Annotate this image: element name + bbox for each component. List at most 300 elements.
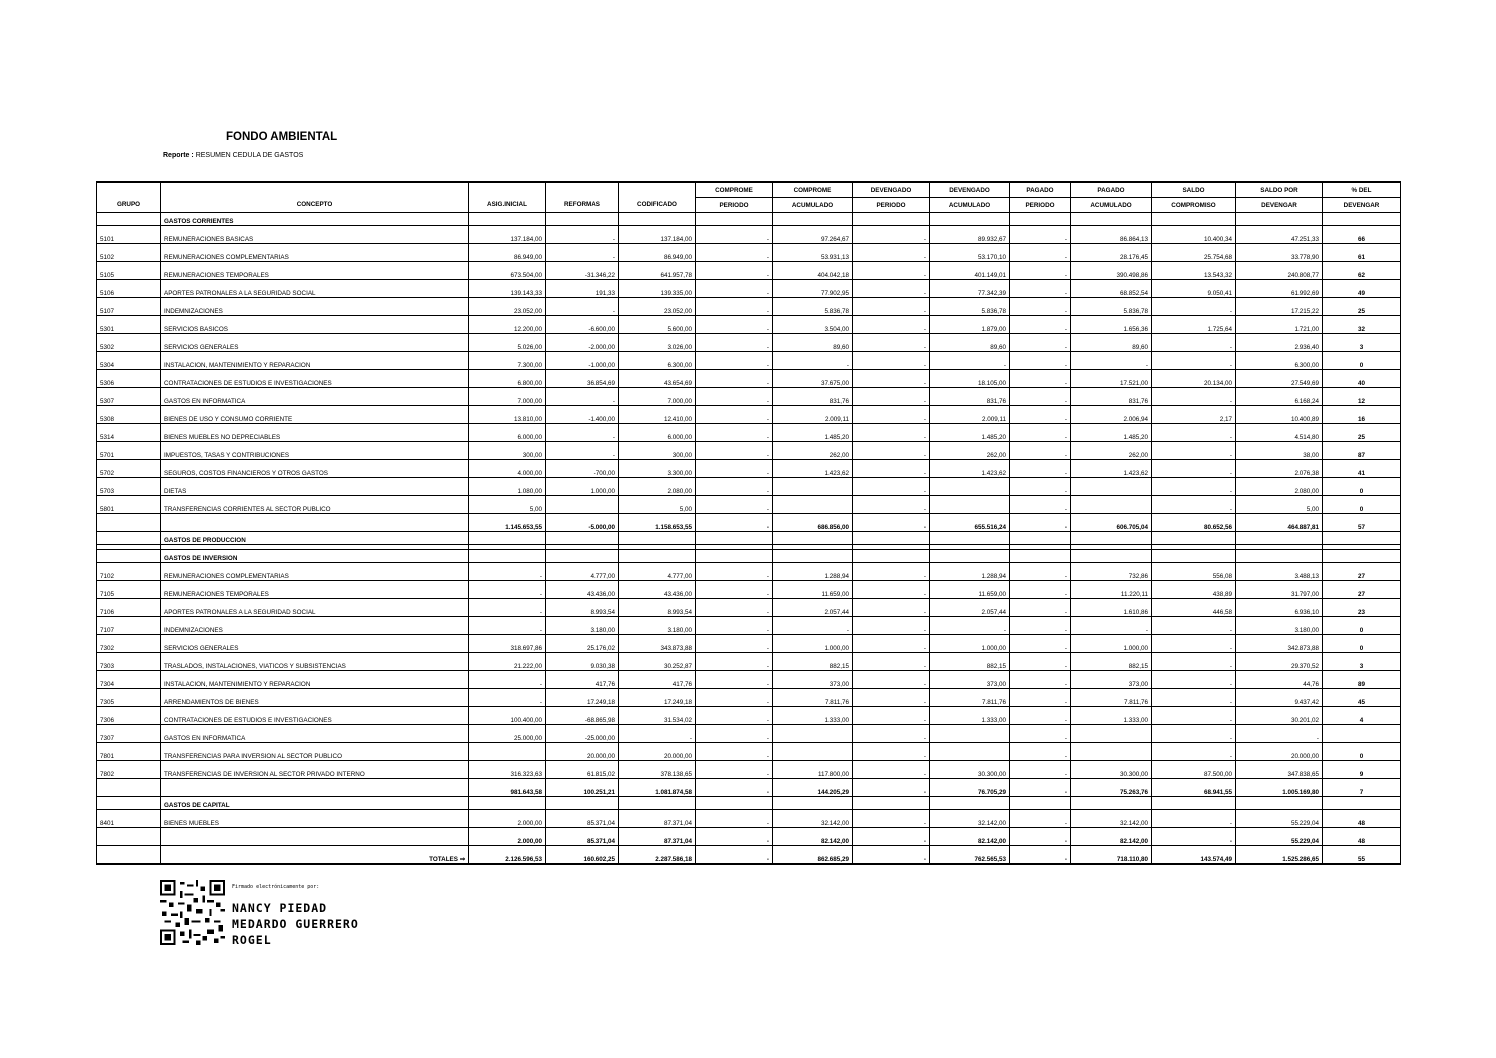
cell-saldo-compromiso: 446,58 [1152, 599, 1236, 617]
cell-pct-devengar: 48 [1323, 810, 1401, 828]
cell-asig-inicial: 4.000,00 [469, 460, 546, 478]
cell-dev-periodo: - [853, 635, 930, 653]
cell-asig-inicial: 673.504,00 [469, 262, 546, 280]
cell-pag-acumulado: 882,15 [1071, 653, 1152, 671]
cell-saldo-devengar: 20.000,00 [1236, 743, 1323, 761]
cell-concepto [161, 828, 469, 846]
cell-grupo: 5703 [97, 478, 161, 496]
cell-asig-inicial: 7.000,00 [469, 388, 546, 406]
signer-name [232, 900, 359, 948]
cell-pag-acumulado: 2.006,94 [1071, 406, 1152, 424]
cell-concepto: BIENES DE USO Y CONSUMO CORRIENTE [161, 406, 469, 424]
cell-dev-periodo: - [853, 725, 930, 743]
cell-saldo-devengar: 6.168,24 [1236, 388, 1323, 406]
cell-dev-periodo: - [853, 653, 930, 671]
cell-concepto: REMUNERACIONES TEMPORALES [161, 262, 469, 280]
cell-pag-periodo: - [1010, 280, 1071, 298]
cell-grupo [97, 779, 161, 797]
cell-comp-acumulado: 862.685,29 [773, 846, 853, 865]
cell-pag-acumulado: 30.300,00 [1071, 761, 1152, 779]
cell-grupo: 7302 [97, 635, 161, 653]
subtotal-row [97, 828, 1401, 846]
cell-pag-periodo: - [1010, 424, 1071, 442]
signer-name-line-3: ROGEL [232, 933, 272, 947]
cell-saldo-devengar: 44,76 [1236, 671, 1323, 689]
cell-comp-periodo: - [696, 779, 773, 797]
signer-name-line-1: NANCY PIEDAD [232, 901, 328, 915]
cell-comp-acumulado: 2.057,44 [773, 599, 853, 617]
table-row [97, 442, 1401, 460]
cell-codificado: 43.436,00 [619, 581, 696, 599]
cell-dev-periodo: - [853, 828, 930, 846]
cell-pct-devengar: 9 [1323, 761, 1401, 779]
cell-concepto: TRANSFERENCIAS PARA INVERSION AL SECTOR PUBLICO [161, 743, 469, 761]
cell-saldo-compromiso: - [1152, 689, 1236, 707]
cell-concepto: BIENES MUEBLES [161, 810, 469, 828]
cell-saldo-compromiso: 10.400,34 [1152, 226, 1236, 244]
cell-comp-acumulado: 404.042,18 [773, 262, 853, 280]
cell-pag-acumulado: 11.220,11 [1071, 581, 1152, 599]
cell-comp-acumulado [773, 532, 853, 545]
cell-codificado: 1.081.874,58 [619, 779, 696, 797]
cell-saldo-devengar [1236, 550, 1323, 563]
cell-pag-acumulado: 1.610,86 [1071, 599, 1152, 617]
cell-saldo-compromiso [1152, 797, 1236, 810]
cell-concepto: GASTOS EN INFORMATICA [161, 388, 469, 406]
cell-saldo-devengar: 61.992,69 [1236, 280, 1323, 298]
cell-reformas: -6.600,00 [546, 316, 619, 334]
cell-pag-periodo: - [1010, 635, 1071, 653]
cell-codificado: 343.873,88 [619, 635, 696, 653]
cell-pct-devengar: 49 [1323, 280, 1401, 298]
cell-pag-acumulado: 1.000,00 [1071, 635, 1152, 653]
cell-saldo-compromiso: - [1152, 460, 1236, 478]
cell-pag-periodo: - [1010, 725, 1071, 743]
cell-dev-periodo: - [853, 617, 930, 635]
cell-dev-acumulado: 82.142,00 [930, 828, 1010, 846]
cell-saldo-compromiso: - [1152, 653, 1236, 671]
cell-grupo: 5301 [97, 316, 161, 334]
cell-concepto: APORTES PATRONALES A LA SEGURIDAD SOCIAL [161, 280, 469, 298]
cell-saldo-devengar: 1.721,00 [1236, 316, 1323, 334]
cell-comp-acumulado [773, 213, 853, 226]
cell-concepto: IMPUESTOS, TASAS Y CONTRIBUCIONES [161, 442, 469, 460]
cell-comp-acumulado: 882,15 [773, 653, 853, 671]
subtotal-row [97, 514, 1401, 532]
cell-comp-acumulado: 7.811,76 [773, 689, 853, 707]
cell-dev-periodo [853, 532, 930, 545]
cell-grupo: 5302 [97, 334, 161, 352]
cell-asig-inicial: 7.300,00 [469, 352, 546, 370]
cell-pct-devengar: 87 [1323, 442, 1401, 460]
table-row [97, 689, 1401, 707]
cell-reformas: 36.854,69 [546, 370, 619, 388]
cell-reformas: -2.000,00 [546, 334, 619, 352]
cell-concepto: APORTES PATRONALES A LA SEGURIDAD SOCIAL [161, 599, 469, 617]
cell-comp-periodo: - [696, 334, 773, 352]
cell-pag-acumulado: 732,86 [1071, 563, 1152, 581]
cell-pct-devengar: 27 [1323, 581, 1401, 599]
cell-saldo-compromiso: 556,08 [1152, 563, 1236, 581]
cell-asig-inicial: - [469, 599, 546, 617]
cell-pct-devengar [1323, 797, 1401, 810]
cell-dev-acumulado: 77.342,39 [930, 280, 1010, 298]
cell-pct-devengar: 3 [1323, 334, 1401, 352]
cell-concepto [161, 514, 469, 532]
cell-dev-acumulado [930, 213, 1010, 226]
cell-reformas: -1.400,00 [546, 406, 619, 424]
cell-grupo [97, 213, 161, 226]
cell-concepto: TRANSFERENCIAS CORRIENTES AL SECTOR PUBLICO [161, 496, 469, 514]
cell-asig-inicial: 2.000,00 [469, 828, 546, 846]
cell-saldo-compromiso: - [1152, 334, 1236, 352]
cell-dev-periodo: - [853, 280, 930, 298]
hdr-pag-acu: PAGADO [1071, 182, 1152, 198]
cell-dev-periodo: - [853, 334, 930, 352]
cell-codificado: 3.300,00 [619, 460, 696, 478]
hdr-dev-acu: DEVENGADO [930, 182, 1010, 198]
cell-asig-inicial: 6.000,00 [469, 424, 546, 442]
cell-concepto: GASTOS DE INVERSION [161, 550, 469, 563]
cell-codificado: 87.371,04 [619, 828, 696, 846]
cell-pag-periodo: - [1010, 653, 1071, 671]
cell-comp-periodo: - [696, 478, 773, 496]
cell-codificado: 2.080,00 [619, 478, 696, 496]
cell-saldo-devengar: 55.229,04 [1236, 810, 1323, 828]
cell-pct-devengar: 0 [1323, 743, 1401, 761]
cell-dev-acumulado: 1.423,62 [930, 460, 1010, 478]
table-row [97, 352, 1401, 370]
cell-grupo: 5106 [97, 280, 161, 298]
cell-asig-inicial: 13.810,00 [469, 406, 546, 424]
cell-dev-periodo: - [853, 671, 930, 689]
cell-grupo: 5307 [97, 388, 161, 406]
hdr-pct-2: DEVENGAR [1323, 198, 1401, 213]
cell-asig-inicial: 5,00 [469, 496, 546, 514]
cell-saldo-devengar: 30.201,02 [1236, 707, 1323, 725]
cell-pag-acumulado: 718.110,80 [1071, 846, 1152, 865]
cell-reformas: 20.000,00 [546, 743, 619, 761]
cell-pag-periodo: - [1010, 828, 1071, 846]
cell-pct-devengar: 23 [1323, 599, 1401, 617]
cell-dev-acumulado: 1.000,00 [930, 635, 1010, 653]
cell-comp-acumulado: 11.659,00 [773, 581, 853, 599]
cell-reformas: - [546, 424, 619, 442]
table-body [97, 213, 1401, 865]
cell-pag-periodo: - [1010, 352, 1071, 370]
cell-dev-acumulado: 53.170,10 [930, 244, 1010, 262]
hdr-comp-acu: COMPROME [773, 182, 853, 198]
cell-asig-inicial: 137.184,00 [469, 226, 546, 244]
cell-saldo-devengar: 38,00 [1236, 442, 1323, 460]
cell-pag-acumulado: 89,60 [1071, 334, 1152, 352]
cell-concepto: TRANSFERENCIAS DE INVERSION AL SECTOR PRIVADO INTERNO [161, 761, 469, 779]
cell-saldo-compromiso: 143.574,49 [1152, 846, 1236, 865]
cell-asig-inicial: - [469, 689, 546, 707]
cell-reformas [546, 797, 619, 810]
hdr-comp-per-2: PERIODO [696, 198, 773, 213]
cell-reformas: - [546, 298, 619, 316]
cell-reformas: 1.000,00 [546, 478, 619, 496]
cell-dev-periodo: - [853, 846, 930, 865]
table-row [97, 244, 1401, 262]
cell-pct-devengar: 41 [1323, 460, 1401, 478]
cell-pct-devengar: 89 [1323, 671, 1401, 689]
table-row [97, 370, 1401, 388]
cell-pag-periodo: - [1010, 743, 1071, 761]
cell-codificado: 6.000,00 [619, 424, 696, 442]
cell-grupo: 5102 [97, 244, 161, 262]
cell-concepto: GASTOS EN INFORMATICA [161, 725, 469, 743]
cell-concepto: REMUNERACIONES TEMPORALES [161, 581, 469, 599]
cell-dev-periodo: - [853, 478, 930, 496]
cell-grupo: 8401 [97, 810, 161, 828]
cell-concepto: INSTALACION, MANTENIMIENTO Y REPARACION [161, 352, 469, 370]
cell-reformas: 9.030,38 [546, 653, 619, 671]
cell-comp-acumulado: 37.675,00 [773, 370, 853, 388]
cell-grupo: 5801 [97, 496, 161, 514]
cell-asig-inicial: 300,00 [469, 442, 546, 460]
cell-codificado: 30.252,87 [619, 653, 696, 671]
hdr-pct: % DEL [1323, 182, 1401, 198]
cell-saldo-devengar: 17.215,22 [1236, 298, 1323, 316]
cell-comp-periodo [696, 797, 773, 810]
cell-codificado: 139.335,00 [619, 280, 696, 298]
cell-saldo-compromiso: - [1152, 442, 1236, 460]
cell-grupo: 7304 [97, 671, 161, 689]
cell-dev-periodo: - [853, 226, 930, 244]
cell-grupo: 7305 [97, 689, 161, 707]
cell-pag-periodo: - [1010, 388, 1071, 406]
cell-dev-acumulado: 76.705,29 [930, 779, 1010, 797]
cell-grupo: 7801 [97, 743, 161, 761]
hdr-pag-per: PAGADO [1010, 182, 1071, 198]
cell-dev-periodo: - [853, 599, 930, 617]
cell-pag-acumulado: 1.333,00 [1071, 707, 1152, 725]
cell-pag-acumulado: 32.142,00 [1071, 810, 1152, 828]
cell-reformas: 43.436,00 [546, 581, 619, 599]
report-value: RESUMEN CEDULA DE GASTOS [195, 152, 304, 159]
cell-grupo [97, 550, 161, 563]
cell-reformas: 3.180,00 [546, 617, 619, 635]
cell-saldo-devengar: 27.549,69 [1236, 370, 1323, 388]
cell-grupo [97, 797, 161, 810]
cell-codificado: 43.654,69 [619, 370, 696, 388]
cell-concepto: ARRENDAMIENTOS DE BIENES [161, 689, 469, 707]
cell-reformas: 61.815,02 [546, 761, 619, 779]
cell-comp-acumulado: 5.836,78 [773, 298, 853, 316]
cell-dev-acumulado: - [930, 352, 1010, 370]
table-row [97, 725, 1401, 743]
cell-reformas [546, 496, 619, 514]
cell-comp-periodo: - [696, 298, 773, 316]
cell-pct-devengar: 12 [1323, 388, 1401, 406]
cell-comp-periodo: - [696, 406, 773, 424]
cell-concepto: SERVICIOS GENERALES [161, 635, 469, 653]
cell-saldo-devengar: 1.005.169,80 [1236, 779, 1323, 797]
cell-pag-periodo: - [1010, 671, 1071, 689]
cell-saldo-compromiso: 438,89 [1152, 581, 1236, 599]
hdr-dev-per-2: PERIODO [853, 198, 930, 213]
cell-saldo-compromiso: - [1152, 828, 1236, 846]
cell-pct-devengar: 48 [1323, 828, 1401, 846]
cell-saldo-compromiso: - [1152, 298, 1236, 316]
cell-saldo-compromiso: - [1152, 478, 1236, 496]
cell-comp-acumulado: 1.423,62 [773, 460, 853, 478]
cell-dev-periodo: - [853, 424, 930, 442]
cell-pag-acumulado [1071, 532, 1152, 545]
cell-reformas: -700,00 [546, 460, 619, 478]
cell-saldo-devengar: 55.229,04 [1236, 828, 1323, 846]
cell-comp-periodo: - [696, 653, 773, 671]
cell-dev-acumulado [930, 743, 1010, 761]
cell-comp-acumulado: 686.856,00 [773, 514, 853, 532]
cell-codificado: 300,00 [619, 442, 696, 460]
table-row [97, 563, 1401, 581]
cell-grupo [97, 532, 161, 545]
cell-pag-acumulado: - [1071, 617, 1152, 635]
cell-comp-acumulado: 1.000,00 [773, 635, 853, 653]
cell-dev-acumulado: 11.659,00 [930, 581, 1010, 599]
cell-reformas: 4.777,00 [546, 563, 619, 581]
report-label: Reporte : [163, 152, 194, 159]
cell-pct-devengar: 25 [1323, 298, 1401, 316]
cell-saldo-devengar: 347.838,65 [1236, 761, 1323, 779]
hdr-grupo-top [97, 182, 161, 198]
cell-asig-inicial: 2.000,00 [469, 810, 546, 828]
cell-codificado: 17.249,18 [619, 689, 696, 707]
cell-concepto: INDEMNIZACIONES [161, 298, 469, 316]
cell-asig-inicial: 318.697,86 [469, 635, 546, 653]
cell-pct-devengar: 25 [1323, 424, 1401, 442]
cell-codificado: 417,76 [619, 671, 696, 689]
cell-asig-inicial: 23.052,00 [469, 298, 546, 316]
cell-asig-inicial [469, 743, 546, 761]
cell-pag-periodo: - [1010, 689, 1071, 707]
cell-grupo: 5701 [97, 442, 161, 460]
cell-asig-inicial [469, 213, 546, 226]
cell-dev-periodo [853, 213, 930, 226]
cell-pct-devengar: 32 [1323, 316, 1401, 334]
cell-pag-periodo: - [1010, 298, 1071, 316]
cell-comp-periodo: - [696, 316, 773, 334]
cell-dev-acumulado: 2.009,11 [930, 406, 1010, 424]
cell-reformas: -31.346,22 [546, 262, 619, 280]
cell-saldo-compromiso: - [1152, 671, 1236, 689]
cell-asig-inicial: 12.200,00 [469, 316, 546, 334]
cell-comp-periodo: - [696, 514, 773, 532]
hdr-saldo-2: COMPROMISO [1152, 198, 1236, 213]
cell-reformas: 191,33 [546, 280, 619, 298]
cell-saldo-compromiso: 9.050,41 [1152, 280, 1236, 298]
cell-concepto: INDEMNIZACIONES [161, 617, 469, 635]
cell-saldo-compromiso: 80.652,56 [1152, 514, 1236, 532]
cell-saldo-devengar: 464.887,81 [1236, 514, 1323, 532]
section-row [97, 213, 1401, 226]
cell-concepto: DIETAS [161, 478, 469, 496]
cell-dev-acumulado: 762.565,53 [930, 846, 1010, 865]
cell-saldo-compromiso: - [1152, 352, 1236, 370]
cell-pct-devengar: 7 [1323, 779, 1401, 797]
cell-saldo-devengar: 9.437,42 [1236, 689, 1323, 707]
cell-dev-acumulado: 30.300,00 [930, 761, 1010, 779]
cell-grupo [97, 846, 161, 865]
cell-asig-inicial [469, 797, 546, 810]
report-subtitle [163, 152, 303, 159]
table-row [97, 707, 1401, 725]
cell-comp-acumulado [773, 478, 853, 496]
cell-dev-periodo: - [853, 707, 930, 725]
cell-pag-periodo [1010, 550, 1071, 563]
cell-saldo-devengar: 10.400,89 [1236, 406, 1323, 424]
cell-pag-acumulado: 606.705,04 [1071, 514, 1152, 532]
cell-dev-periodo: - [853, 442, 930, 460]
cell-codificado: 31.534,02 [619, 707, 696, 725]
hdr-saldo-dev: SALDO POR [1236, 182, 1323, 198]
report-title: FONDO AMBIENTAL [226, 131, 338, 143]
cell-dev-periodo: - [853, 581, 930, 599]
cell-grupo: 7306 [97, 707, 161, 725]
cell-asig-inicial: 100.400,00 [469, 707, 546, 725]
cell-reformas: 8.993,54 [546, 599, 619, 617]
cell-pct-devengar: 62 [1323, 262, 1401, 280]
cell-grupo [97, 514, 161, 532]
cell-saldo-devengar: 4.514,80 [1236, 424, 1323, 442]
cell-concepto: SERVICIOS GENERALES [161, 334, 469, 352]
cell-pct-devengar: 57 [1323, 514, 1401, 532]
cell-codificado: 5.600,00 [619, 316, 696, 334]
cell-saldo-compromiso: - [1152, 388, 1236, 406]
cell-comp-periodo: - [696, 388, 773, 406]
hdr-comp-per: COMPROME [696, 182, 773, 198]
cell-dev-periodo: - [853, 406, 930, 424]
cell-asig-inicial: 5.026,00 [469, 334, 546, 352]
cell-pag-acumulado: 68.852,54 [1071, 280, 1152, 298]
cell-comp-periodo [696, 213, 773, 226]
cell-pct-devengar [1323, 725, 1401, 743]
cell-pag-periodo: - [1010, 316, 1071, 334]
cell-comp-periodo: - [696, 370, 773, 388]
cell-pag-acumulado [1071, 743, 1152, 761]
cell-grupo: 5314 [97, 424, 161, 442]
hdr-pag-per-2: PERIODO [1010, 198, 1071, 213]
cell-codificado: 87.371,04 [619, 810, 696, 828]
cell-saldo-compromiso: - [1152, 810, 1236, 828]
cell-grupo: 7303 [97, 653, 161, 671]
cell-dev-periodo [853, 550, 930, 563]
cell-pct-devengar: 0 [1323, 635, 1401, 653]
cell-dev-acumulado: 1.879,00 [930, 316, 1010, 334]
cell-comp-periodo: - [696, 226, 773, 244]
cell-comp-periodo: - [696, 563, 773, 581]
cell-concepto: CONTRATACIONES DE ESTUDIOS E INVESTIGACIONES [161, 370, 469, 388]
table-row [97, 599, 1401, 617]
cell-grupo: 7102 [97, 563, 161, 581]
cell-saldo-compromiso: - [1152, 635, 1236, 653]
cell-pag-periodo: - [1010, 478, 1071, 496]
cell-comp-acumulado [773, 550, 853, 563]
cell-asig-inicial: 25.000,00 [469, 725, 546, 743]
hdr-grupo: GRUPO [97, 198, 161, 213]
cell-pag-acumulado: 1.423,62 [1071, 460, 1152, 478]
cell-saldo-devengar: 2.080,00 [1236, 478, 1323, 496]
cell-pct-devengar: 55 [1323, 846, 1401, 865]
cell-dev-periodo: - [853, 298, 930, 316]
cell-pag-acumulado [1071, 496, 1152, 514]
cell-concepto: GASTOS CORRIENTES [161, 213, 469, 226]
cell-saldo-compromiso: - [1152, 496, 1236, 514]
cell-reformas [546, 550, 619, 563]
